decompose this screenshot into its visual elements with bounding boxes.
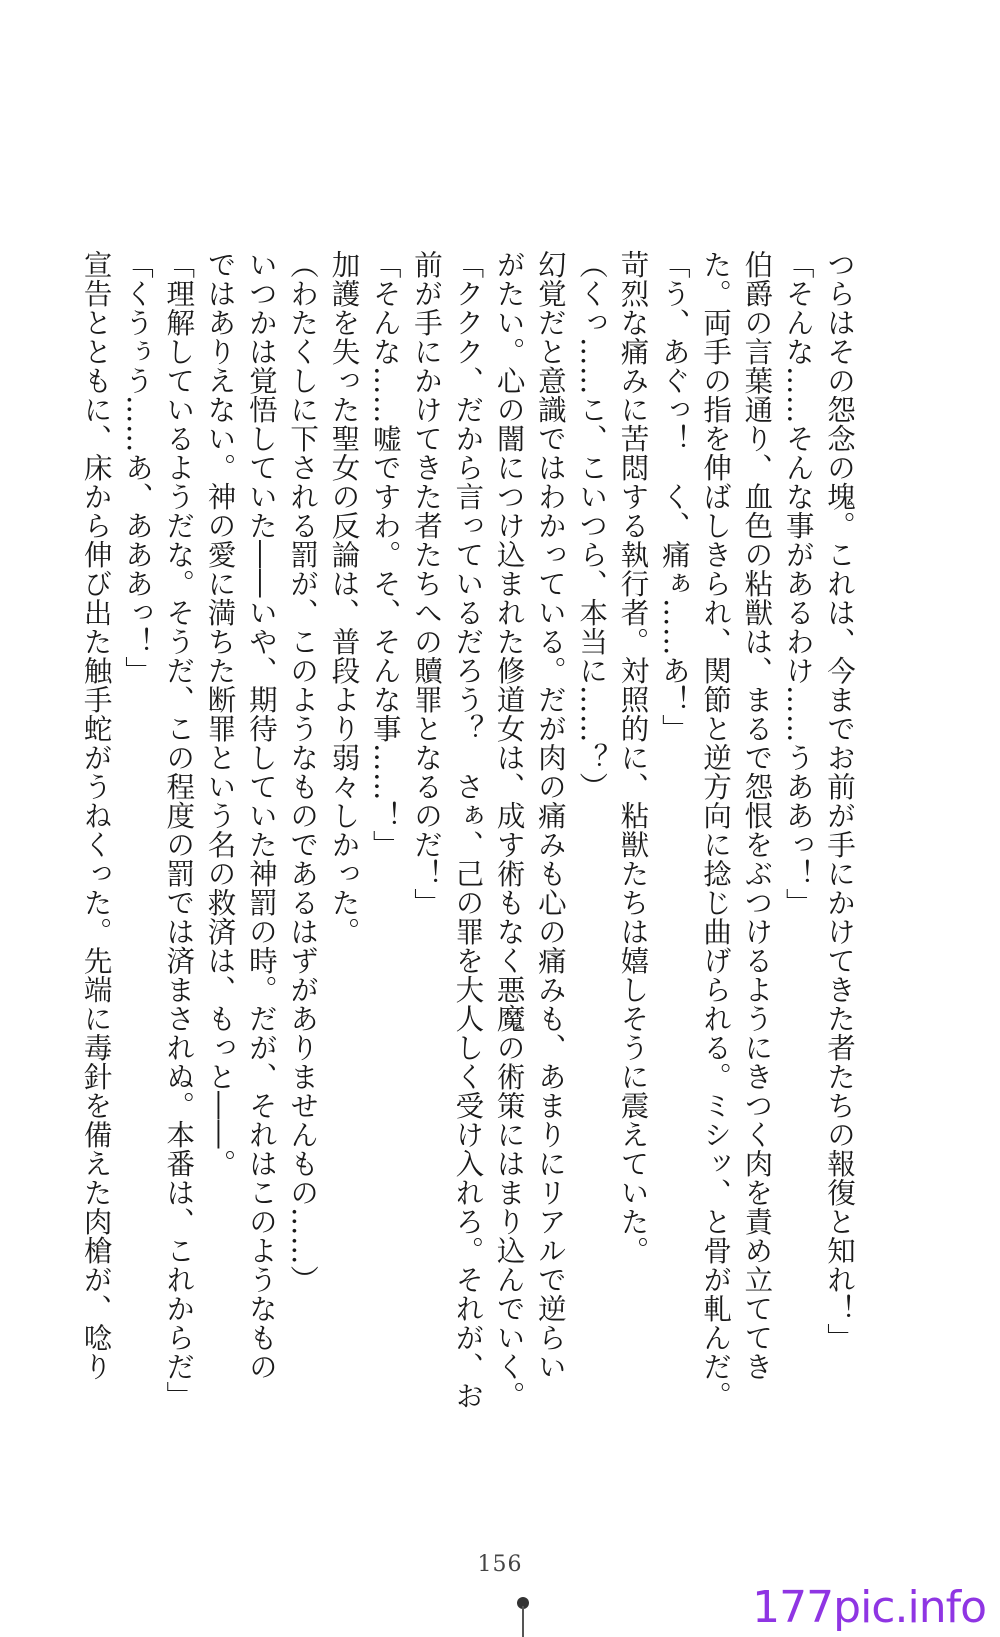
watermark: 177pic.info: [752, 1582, 986, 1633]
text-line: た。両手の指を伸ばしきられ、関節と逆方向に捻じ曲げられる。ミシッ、と骨が軋んだ。: [699, 250, 733, 1410]
text-line: 宣告とともに、床から伸び出た触手蛇がうねくった。先端に毒針を備えた肉槍が、唸り: [79, 250, 113, 1381]
text-line: 加護を失った聖女の反論は、普段より弱々しかった。: [327, 250, 361, 946]
text-line: 伯爵の言葉通り、血色の粘獣は、まるで怨恨をぶつけるようにきつく肉を責め立ててき: [740, 250, 774, 1381]
text-line: 「う、あぐっ！ く、痛ぁ……あ！」: [657, 250, 691, 743]
body-text: [75, 250, 860, 1410]
text-line: ではありえない。神の愛に満ちた断罪という名の救済は、もっと――。: [203, 250, 237, 1178]
text-line: 「そんな……そんな事があるわけ……うああっ！」: [781, 250, 815, 917]
text-line: 「理解しているようだな。そうだ、この程度の罰では済まされぬ。本番は、これからだ」: [162, 250, 196, 1410]
page-number: 156: [477, 1552, 523, 1577]
text-line: がたい。心の闇につけ込まれた修道女は、成す術もなく悪魔の術策にはまり込んでいく。: [492, 250, 526, 1410]
footer-line-ornament: [522, 1606, 524, 1637]
text-line: （くっ……こ、こいつら、本当に……？）: [575, 250, 609, 801]
text-line: 前が手にかけてきた者たちへの贖罪となるのだ！」: [410, 250, 444, 917]
text-line: 「そんな……嘘ですわ。そ、そんな事……！」: [368, 250, 402, 859]
text-line: いつかは覚悟していた――いや、期待していた神罰の時。だが、それはこのようなもの: [244, 250, 278, 1381]
text-line: 幻覚だと意識ではわかっている。だが肉の痛みも心の痛みも、あまりにリアルで逆らい: [533, 250, 567, 1381]
text-line: （わたくしに下される罰が、このようなものであるはずがありませんもの……）: [286, 250, 320, 1294]
text-line: 苛烈な痛みに苦悶する執行者。対照的に、粘獣たちは嬉しそうに震えていた。: [616, 250, 650, 1265]
text-line: 「ククク、だから言っているだろう？ さぁ、己の罪を大人しく受け入れろ。それが、お: [451, 250, 485, 1410]
text-line: つらはその怨念の塊。これは、今までお前が手にかけてきた者たちの報復と知れ！」: [823, 250, 856, 1352]
text-line: 「くうぅう……あ、あああっ！」: [120, 250, 154, 685]
